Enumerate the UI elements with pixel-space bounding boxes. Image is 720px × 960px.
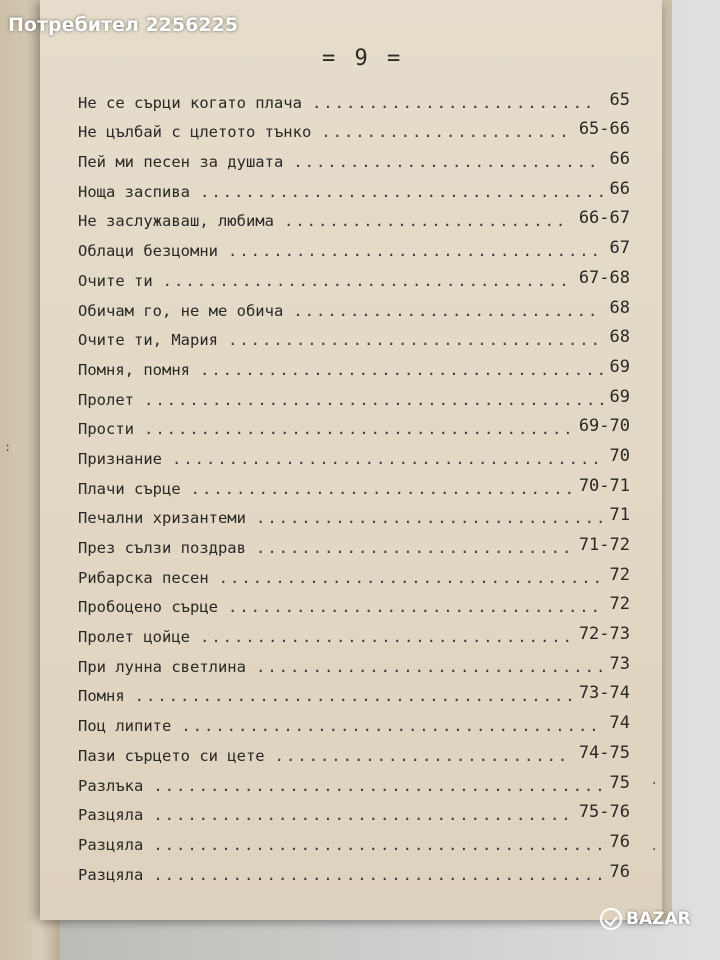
toc-leader-dots: ................................. [227,598,602,617]
toc-page-numbers: 68 [609,297,630,318]
toc-title: Прости [78,420,134,439]
toc-title: Не заслужаваш, любима [78,212,274,231]
toc-leader-dots: ...................................... [144,420,575,439]
toc-row [78,561,638,591]
toc-row [78,472,638,502]
toc-title: Обичам го, не ме обича [78,301,284,320]
toc-page-numbers: 75 [609,772,630,793]
toc-row [78,591,638,621]
toc-page-numbers: 76 [609,861,630,882]
toc-page-numbers: 65 [609,89,630,110]
toc-page-numbers: 69 [609,356,630,377]
toc-leader-dots: ........................................ [153,835,607,854]
toc-leader-dots: ..................................... [153,806,573,825]
toc-title: Разцяла [78,865,144,884]
toc-title: През сълзи поздрав [78,539,246,557]
toc-leader-dots: ......................... [283,212,568,231]
toc-title: Помня, помня [78,360,190,379]
toc-page-numbers: 76 [609,831,630,852]
toc-title: Поц липите [78,717,172,736]
toc-page-numbers: 68 [609,327,630,348]
toc-row [78,680,638,710]
toc-page-numbers: 72 [609,594,630,615]
toc-page-numbers: 66-67 [578,208,630,229]
toc-leader-dots: ................................. [199,628,574,647]
toc-title: Не се сърци когато плача [78,93,302,112]
toc-leader-dots: .................................. [218,568,604,587]
toc-row [78,86,638,116]
toc-row [78,234,638,264]
toc-leader-dots: ........................................ [153,865,607,884]
toc-row [78,294,638,324]
toc-leader-dots: ........................... [293,153,600,172]
toc-page-numbers: 70-71 [578,475,630,496]
toc-title: Пази сърцето си цете [78,746,265,765]
toc-leader-dots: .................................... [162,271,571,290]
toc-leader-dots: ............................... [255,509,608,528]
toc-leader-dots: .................................... [199,182,608,201]
edge-mark: · [650,776,659,792]
toc-page-numbers: 69-70 [578,416,630,437]
toc-page-numbers: 75-76 [578,802,630,823]
check-logo-icon [600,908,622,930]
toc-page-numbers: 71-72 [578,535,630,555]
toc-page-numbers: 73-74 [578,683,630,704]
edge-mark: · [650,842,659,858]
toc-row [78,502,638,532]
toc-title: Пролет цойце [78,628,190,647]
toc-row [78,709,638,739]
toc-title: Очите ти [78,271,153,290]
toc-page-numbers: 65-66 [578,119,630,140]
toc-row [78,353,638,383]
toc-title: Разлъка [78,776,144,795]
toc-row [78,799,638,829]
logo-text: BAZAR [626,909,691,929]
toc-page-numbers: 66 [609,178,630,199]
toc-page-numbers: 72-73 [578,624,630,645]
toc-row [78,828,638,858]
toc-page-numbers: 69 [609,386,630,407]
toc-leader-dots: .................................. [190,479,576,498]
toc-title: Разцяла [78,835,144,854]
toc-row [78,442,638,472]
toc-row [78,620,638,650]
toc-page-numbers: 72 [609,564,630,585]
toc-leader-dots: ....................................... [134,687,577,706]
toc-page-numbers: 71 [609,505,630,526]
toc-row [78,205,638,235]
watermark-user-label: Потребител 2256225 [8,14,239,36]
toc-page-numbers: 66 [609,149,630,170]
page-number: = 9 = [322,46,404,71]
toc-page-numbers: 73 [609,653,630,674]
toc-title: Печални хризантеми [78,509,246,528]
toc-leader-dots: ............................... [255,657,608,676]
toc-title: Ноща заспива [78,182,190,201]
toc-page-numbers: 67 [609,238,630,259]
table-of-contents [78,86,638,888]
toc-leader-dots: ................................. [227,331,602,350]
toc-leader-dots: .................................... [199,360,608,379]
toc-leader-dots: ............................ [255,539,574,557]
toc-title: Разцяла [78,806,144,825]
toc-row [78,324,638,354]
toc-title: Рибарска песен [78,568,209,587]
toc-title: При лунна светлина [78,657,246,676]
toc-title: Облаци безцомни [78,242,218,261]
toc-row [78,650,638,680]
toc-row [78,264,638,294]
toc-leader-dots: ...................................... [172,449,603,468]
toc-row [78,413,638,443]
toc-page-numbers: 74-75 [578,742,630,763]
toc-title: Пролет [78,390,134,409]
toc-leader-dots: ...................... [321,123,571,142]
margin-mark: : [4,440,12,454]
toc-leader-dots: ......................................... [144,390,609,409]
toc-row [78,116,638,146]
toc-leader-dots: ........................................ [153,776,607,795]
toc-leader-dots: .......................... [274,746,570,765]
toc-leader-dots: ........................... [293,301,600,320]
toc-row [78,531,638,561]
toc-leader-dots: ......................... [311,93,596,112]
toc-title: Очите ти, Мария [78,331,218,350]
toc-title: Помня [78,687,125,706]
toc-title: Не цълбай с цлетото тънко [78,123,312,142]
toc-row [78,383,638,413]
toc-row [78,858,638,888]
toc-row [78,739,638,769]
toc-leader-dots: ................................. [227,242,602,261]
toc-title: Пробоцено сърце [78,598,218,617]
bazar-logo [600,908,691,930]
toc-row [78,769,638,799]
toc-title: Пей ми песен за душата [78,153,284,172]
toc-leader-dots: ..................................... [181,717,601,736]
toc-page-numbers: 74 [609,713,630,734]
toc-row [78,175,638,205]
toc-page-numbers: 70 [609,445,630,466]
toc-row [78,145,638,175]
toc-title: Признание [78,449,162,468]
toc-title: Плачи сърце [78,479,181,498]
toc-page-numbers: 67-68 [578,267,630,288]
